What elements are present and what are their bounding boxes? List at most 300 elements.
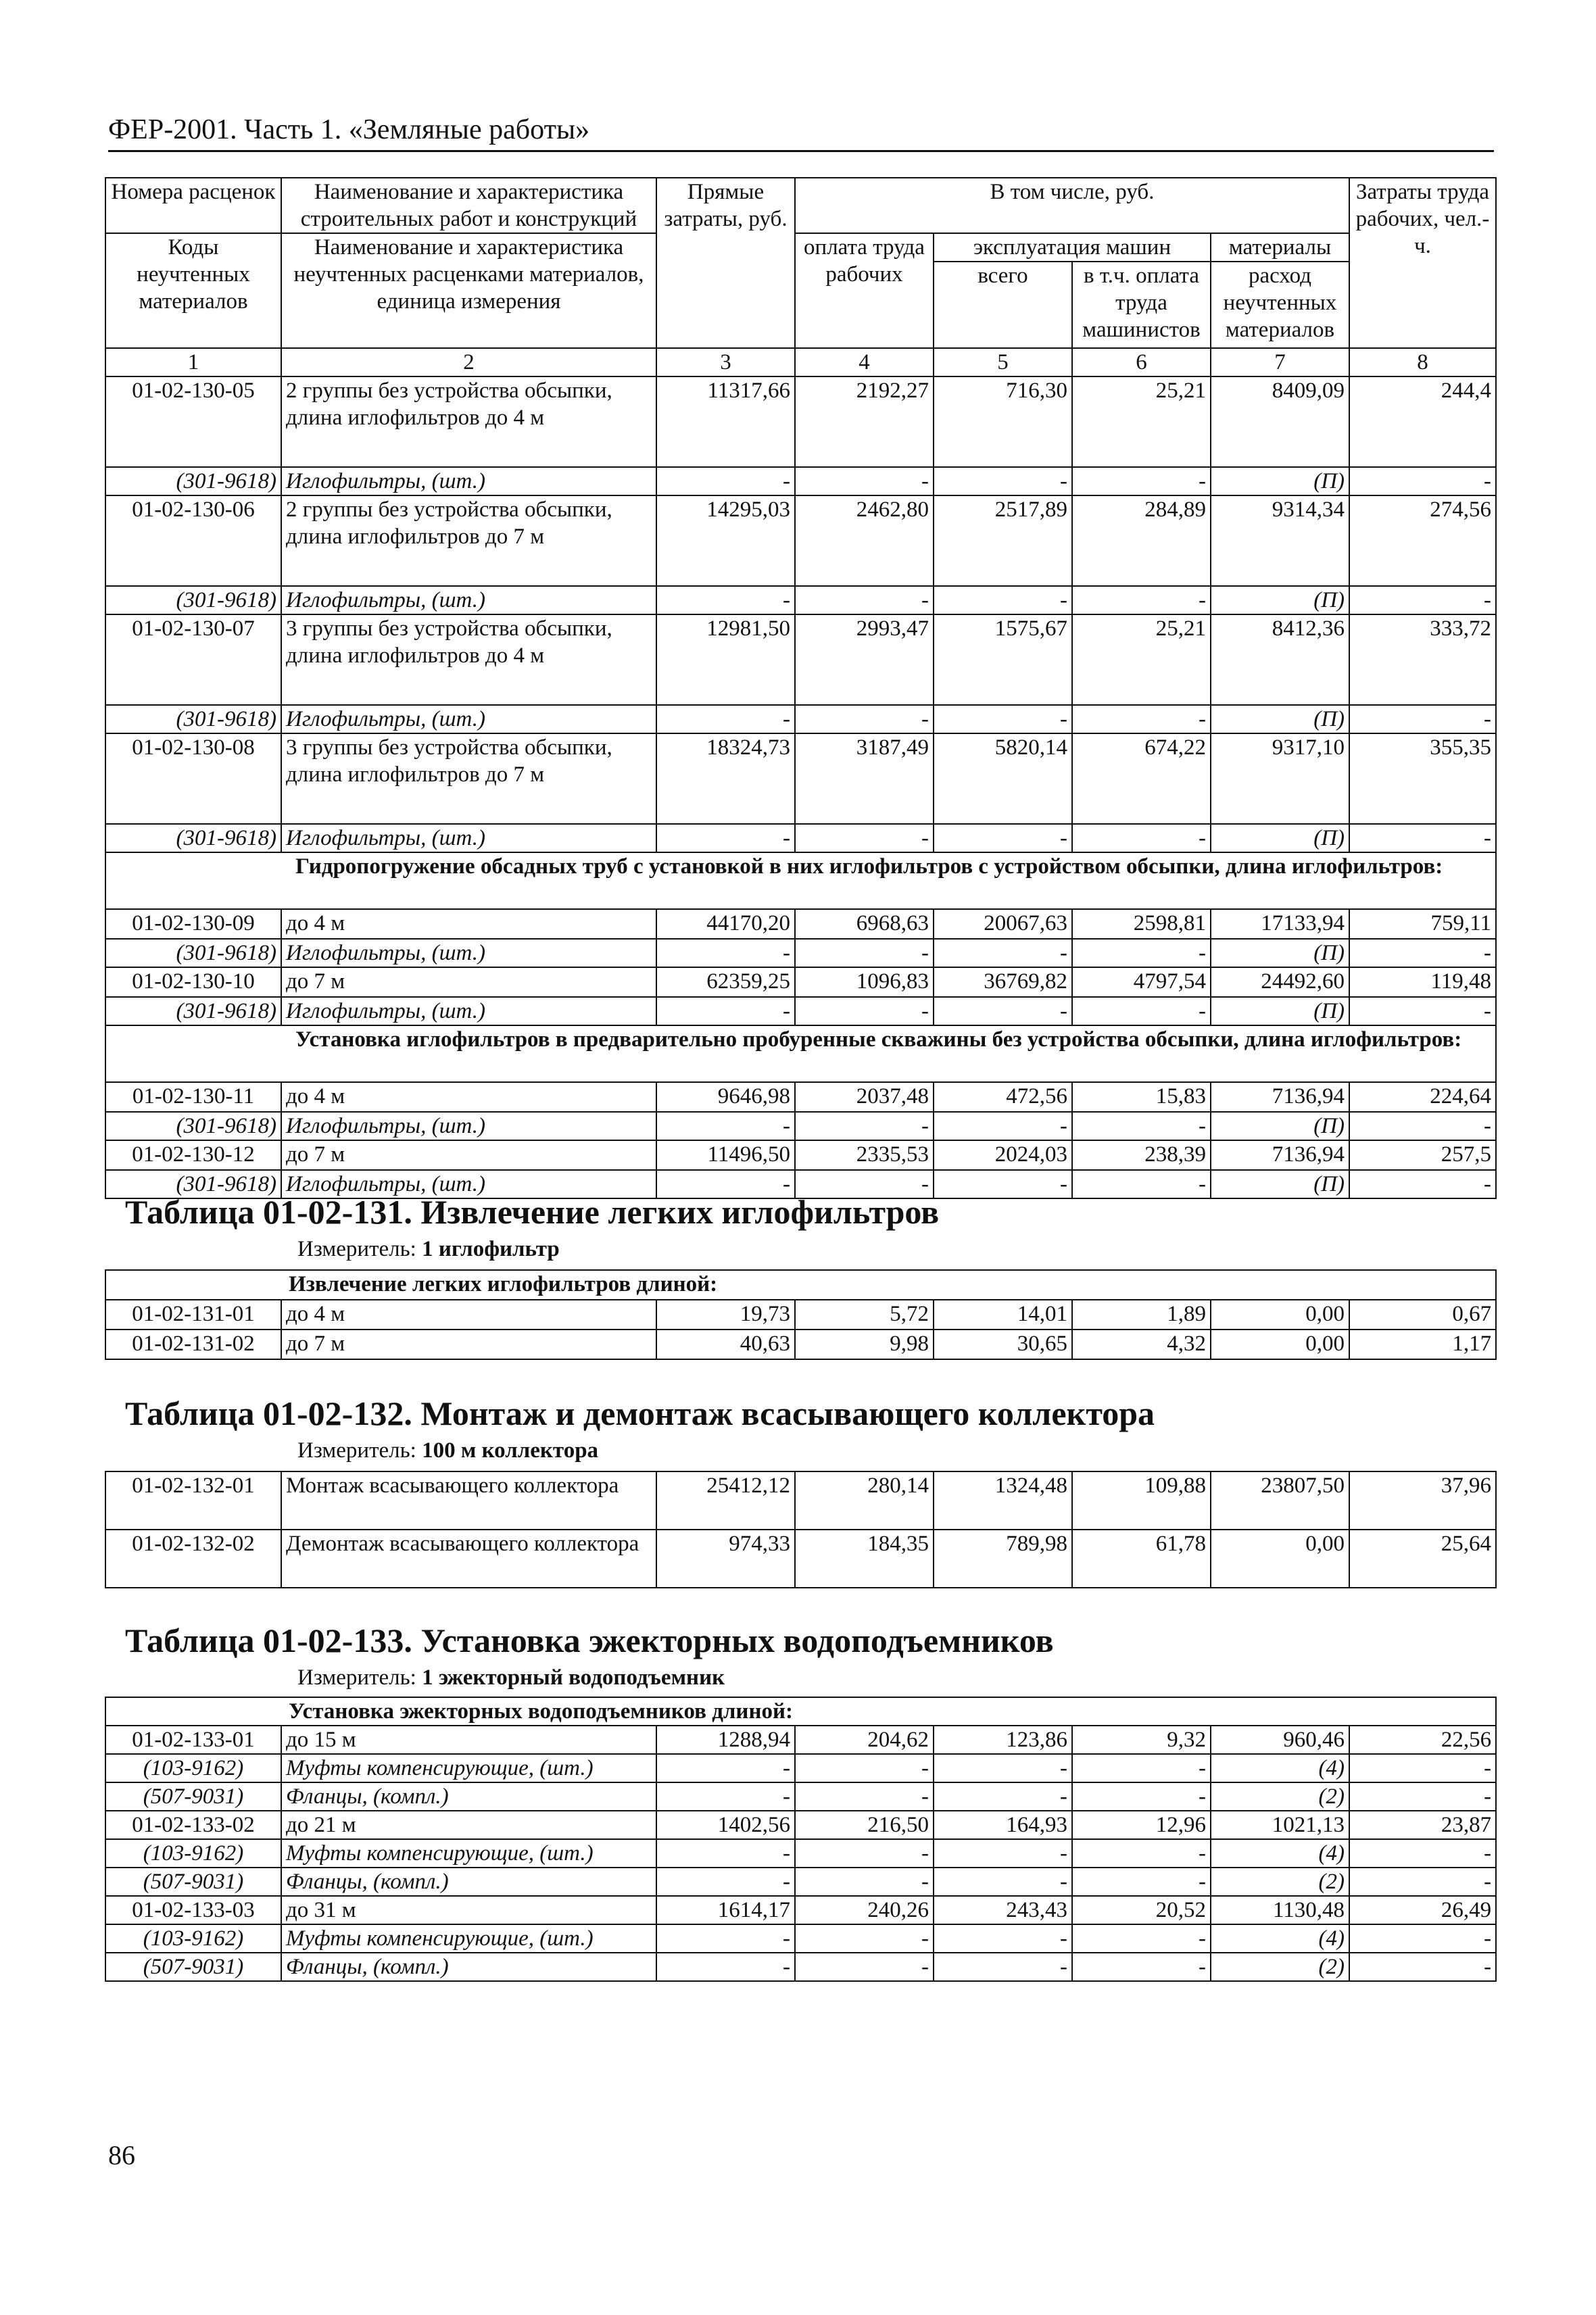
group-heading: Установка иглофильтров в предварительно пробуренные скважины без устройства обсыпки, длина иглофильтров: [105,1025,1496,1082]
cell: 974,33 [656,1530,795,1588]
cell: - [934,1782,1072,1811]
work-name: 3 группы без устройства обсыпки, длина иглофильтров до 7 м [281,733,656,824]
cell: - [1072,467,1211,495]
cell: - [934,824,1072,852]
cell: 14295,03 [656,495,795,586]
material-row [105,824,1496,852]
rate-code: 01-02-130-07 [105,614,281,705]
cell: 2192,27 [795,376,934,467]
cell: - [795,997,934,1025]
cell: 4,32 [1072,1330,1211,1359]
cell: (П) [1211,705,1349,733]
cell: - [1349,1112,1496,1140]
cell: 18324,73 [656,733,795,824]
cell: 8412,36 [1211,614,1349,705]
cell: 17133,94 [1211,909,1349,939]
measure-label: Измеритель: [297,1665,416,1690]
cell: 1,17 [1349,1330,1496,1359]
hdr-direct-costs: Прямые затраты, руб. [656,178,795,348]
material-name: Иглофильтры, (шт.) [281,997,656,1025]
hdr-col2b: Наименование и характеристика неучтенных расценками материалов, единица измерения [281,233,656,348]
cell: - [934,705,1072,733]
table-row [105,1896,1496,1924]
cell: 7136,94 [1211,1140,1349,1170]
cell: - [656,586,795,614]
cell: 274,56 [1349,495,1496,586]
table-01-02-132 [105,1471,1497,1588]
cell: (4) [1211,1924,1349,1953]
cell: 240,26 [795,1896,934,1924]
rate-code: 01-02-132-01 [105,1471,281,1530]
cell: - [1349,586,1496,614]
cell: - [1349,1924,1496,1953]
material-code: (301-9618) [105,586,281,614]
cell: 30,65 [934,1330,1072,1359]
group-heading: Извлечение легких иглофильтров длиной: [105,1270,1496,1300]
cell: 4797,54 [1072,967,1211,997]
cell: - [656,1170,795,1198]
cell: - [1072,1953,1211,1981]
cell: - [656,467,795,495]
work-name: до 21 м [281,1811,656,1839]
cell: 20,52 [1072,1896,1211,1924]
rate-code: 01-02-130-08 [105,733,281,824]
material-name: Фланцы, (компл.) [281,1782,656,1811]
cell: - [656,824,795,852]
table-row [105,1471,1496,1530]
cell: 12981,50 [656,614,795,705]
cell: 960,46 [1211,1726,1349,1754]
measure-value: 100 м коллектора [422,1438,599,1463]
col-num: 6 [1072,348,1211,376]
measure-value: 1 иглофильтр [422,1237,560,1261]
cell: - [934,1170,1072,1198]
cell: - [1072,1782,1211,1811]
cell: - [795,1170,934,1198]
hdr-wage: оплата труда рабочих [795,233,934,348]
cell: - [1072,1839,1211,1868]
measure-line [297,1438,598,1463]
table-title: Таблица 01-02-131. Извлечение легких иглофильтров [125,1193,940,1231]
cell: (2) [1211,1782,1349,1811]
material-row [105,467,1496,495]
cell: - [1072,1170,1211,1198]
cell: - [1349,939,1496,967]
hdr-col2a: Наименование и характеристика строительных работ и конструкций [281,178,656,233]
material-row [105,1839,1496,1868]
cell: 119,48 [1349,967,1496,997]
cell: - [1349,1170,1496,1198]
material-code: (301-9618) [105,1112,281,1140]
material-name: Иглофильтры, (шт.) [281,705,656,733]
hdr-col1a: Номера расценок [105,178,281,233]
cell: - [795,939,934,967]
cell: - [934,586,1072,614]
cell: - [1072,939,1211,967]
cell: - [656,939,795,967]
table-row [105,1082,1496,1112]
cell: - [656,1924,795,1953]
hdr-machines: эксплуатация машин [934,233,1211,262]
col-num: 4 [795,348,934,376]
cell: 11317,66 [656,376,795,467]
col-num: 2 [281,348,656,376]
material-code: (507-9031) [105,1953,281,1981]
material-row [105,1112,1496,1140]
cell: 9314,34 [1211,495,1349,586]
cell: (П) [1211,997,1349,1025]
cell: - [795,467,934,495]
work-name: 3 группы без устройства обсыпки, длина иглофильтров до 4 м [281,614,656,705]
work-name: до 7 м [281,1330,656,1359]
cell: - [934,467,1072,495]
material-row [105,586,1496,614]
cell: - [795,1868,934,1896]
cell: - [656,1754,795,1782]
cell: - [656,997,795,1025]
material-code: (301-9618) [105,705,281,733]
cell: 123,86 [934,1726,1072,1754]
cell: 15,83 [1072,1082,1211,1112]
table-row [105,1300,1496,1330]
cell: 37,96 [1349,1471,1496,1530]
cell: 2993,47 [795,614,934,705]
table-01-02-131 [105,1269,1497,1360]
cell: - [1349,705,1496,733]
rate-code: 01-02-130-11 [105,1082,281,1112]
cell: 280,14 [795,1471,934,1530]
material-name: Фланцы, (компл.) [281,1953,656,1981]
cell: 224,64 [1349,1082,1496,1112]
cell: - [795,1782,934,1811]
cell: 25,21 [1072,376,1211,467]
rate-code: 01-02-131-01 [105,1300,281,1330]
header-rule [108,150,1494,152]
hdr-group: В том числе, руб. [795,178,1349,233]
col-num: 1 [105,348,281,376]
table-title: Таблица 01-02-132. Монтаж и демонтаж всасывающего коллектора [125,1394,1155,1432]
cell: - [656,1953,795,1981]
cell: (2) [1211,1953,1349,1981]
hdr-materials: материалы [1211,233,1349,262]
rate-code: 01-02-130-05 [105,376,281,467]
hdr-labor: Затраты труда рабочих, чел.-ч. [1349,178,1496,348]
cell: - [656,1112,795,1140]
material-name: Муфты компенсирующие, (шт.) [281,1924,656,1953]
cell: 2024,03 [934,1140,1072,1170]
cell: 44170,20 [656,909,795,939]
material-code: (301-9618) [105,1170,281,1198]
cell: 3187,49 [795,733,934,824]
cell: 1324,48 [934,1471,1072,1530]
table-01-02-130 [105,177,1497,1199]
cell: - [934,997,1072,1025]
material-name: Муфты компенсирующие, (шт.) [281,1839,656,1868]
cell: - [1349,824,1496,852]
cell: 8409,09 [1211,376,1349,467]
table-row [105,1330,1496,1359]
material-name: Иглофильтры, (шт.) [281,1112,656,1140]
rate-code: 01-02-130-10 [105,967,281,997]
running-header: ФЕР-2001. Часть 1. «Земляные работы» [108,114,590,145]
cell: - [1349,1953,1496,1981]
cell: 40,63 [656,1330,795,1359]
cell: 109,88 [1072,1471,1211,1530]
cell: - [1072,705,1211,733]
rate-code: 01-02-130-06 [105,495,281,586]
cell: 19,73 [656,1300,795,1330]
cell: - [795,705,934,733]
table-row [105,1726,1496,1754]
material-name: Иглофильтры, (шт.) [281,1170,656,1198]
hdr-total: всего [934,262,1072,348]
cell: 184,35 [795,1530,934,1588]
cell: 20067,63 [934,909,1072,939]
work-name: Монтаж всасывающего коллектора [281,1471,656,1530]
cell: - [795,1112,934,1140]
work-name: до 31 м [281,1896,656,1924]
cell: 789,98 [934,1530,1072,1588]
table-row [105,1140,1496,1170]
cell: (П) [1211,1112,1349,1140]
cell: 25,64 [1349,1530,1496,1588]
cell: 284,89 [1072,495,1211,586]
cell: 674,22 [1072,733,1211,824]
table-title: Таблица 01-02-133. Установка эжекторных водоподъемников [125,1622,1054,1659]
cell: - [1349,997,1496,1025]
cell: (П) [1211,467,1349,495]
cell: 23807,50 [1211,1471,1349,1530]
cell: 1096,83 [795,967,934,997]
group-heading: Установка эжекторных водоподъемников длиной: [105,1697,1496,1726]
cell: 23,87 [1349,1811,1496,1839]
measure-label: Измеритель: [297,1237,416,1261]
cell: - [1072,997,1211,1025]
cell: - [656,1782,795,1811]
cell: 9317,10 [1211,733,1349,824]
cell: - [934,939,1072,967]
cell: 2598,81 [1072,909,1211,939]
cell: 26,49 [1349,1896,1496,1924]
cell: - [1072,586,1211,614]
table-01-02-133 [105,1697,1497,1982]
cell: 25412,12 [656,1471,795,1530]
measure-line [297,1665,725,1690]
cell: 355,35 [1349,733,1496,824]
rate-code: 01-02-131-02 [105,1330,281,1359]
cell: - [1072,1112,1211,1140]
cell: 0,00 [1211,1330,1349,1359]
rate-code: 01-02-130-09 [105,909,281,939]
cell: (4) [1211,1839,1349,1868]
cell: - [795,1953,934,1981]
cell: (П) [1211,1170,1349,1198]
material-code: (301-9618) [105,467,281,495]
cell: - [1072,824,1211,852]
cell: (П) [1211,824,1349,852]
cell: - [1072,1754,1211,1782]
material-code: (103-9162) [105,1839,281,1868]
page-number: 86 [108,2140,135,2170]
cell: - [1072,1868,1211,1896]
hdr-incl: в т.ч. оплата труда машинистов [1072,262,1211,348]
work-name: до 4 м [281,909,656,939]
cell: 1130,48 [1211,1896,1349,1924]
rate-code: 01-02-130-12 [105,1140,281,1170]
rate-code: 01-02-133-03 [105,1896,281,1924]
material-row [105,705,1496,733]
material-name: Муфты компенсирующие, (шт.) [281,1754,656,1782]
cell: 24492,60 [1211,967,1349,997]
work-name: 2 группы без устройства обсыпки, длина иглофильтров до 4 м [281,376,656,467]
cell: 14,01 [934,1300,1072,1330]
work-name: до 7 м [281,1140,656,1170]
work-name: до 15 м [281,1726,656,1754]
material-name: Иглофильтры, (шт.) [281,939,656,967]
table-row [105,1811,1496,1839]
material-name: Иглофильтры, (шт.) [281,586,656,614]
work-name: Демонтаж всасывающего коллектора [281,1530,656,1588]
hdr-col1b: Коды неучтенных материалов [105,233,281,348]
table-row [105,967,1496,997]
measure-line [297,1237,560,1262]
table-row [105,909,1496,939]
material-code: (301-9618) [105,824,281,852]
material-code: (103-9162) [105,1924,281,1953]
cell: 2517,89 [934,495,1072,586]
table-row [105,376,1496,467]
cell: - [795,1924,934,1953]
cell: 1575,67 [934,614,1072,705]
cell: - [795,1754,934,1782]
table-row [105,1530,1496,1588]
measure-value: 1 эжекторный водоподъемник [422,1665,725,1690]
table-row [105,495,1496,586]
cell: (4) [1211,1754,1349,1782]
cell: 0,67 [1349,1300,1496,1330]
material-row [105,1868,1496,1896]
cell: 204,62 [795,1726,934,1754]
cell: 1614,17 [656,1896,795,1924]
work-name: до 7 м [281,967,656,997]
cell: 238,39 [1072,1140,1211,1170]
cell: 716,30 [934,376,1072,467]
cell: 243,43 [934,1896,1072,1924]
cell: - [934,1839,1072,1868]
cell: - [934,1754,1072,1782]
cell: 472,56 [934,1082,1072,1112]
cell: 333,72 [1349,614,1496,705]
cell: 6968,63 [795,909,934,939]
cell: - [1349,1754,1496,1782]
cell: 12,96 [1072,1811,1211,1839]
cell: - [934,1868,1072,1896]
cell: - [656,705,795,733]
cell: - [934,1953,1072,1981]
cell: - [656,1839,795,1868]
cell: 2462,80 [795,495,934,586]
cell: (2) [1211,1868,1349,1896]
cell: 25,21 [1072,614,1211,705]
cell: 0,00 [1211,1300,1349,1330]
cell: 0,00 [1211,1530,1349,1588]
group-heading: Гидропогружение обсадных труб с установкой в них иглофильтров с устройством обсыпки, длина иглофильтров: [105,852,1496,909]
cell: 7136,94 [1211,1082,1349,1112]
cell: - [1349,1839,1496,1868]
material-row [105,997,1496,1025]
cell: - [795,1839,934,1868]
cell: - [934,1112,1072,1140]
table-row [105,733,1496,824]
col-num: 3 [656,348,795,376]
measure-label: Измеритель: [297,1438,416,1463]
rate-code: 01-02-133-01 [105,1726,281,1754]
work-name: до 4 м [281,1082,656,1112]
material-code: (103-9162) [105,1754,281,1782]
material-row [105,939,1496,967]
material-row [105,1953,1496,1981]
cell: 1,89 [1072,1300,1211,1330]
cell: 1021,13 [1211,1811,1349,1839]
table-row [105,614,1496,705]
cell: 22,56 [1349,1726,1496,1754]
cell: 5820,14 [934,733,1072,824]
cell: - [795,824,934,852]
cell: 11496,50 [656,1140,795,1170]
cell: - [1349,467,1496,495]
cell: 36769,82 [934,967,1072,997]
material-name: Фланцы, (компл.) [281,1868,656,1896]
material-name: Иглофильтры, (шт.) [281,467,656,495]
work-name: 2 группы без устройства обсыпки, длина иглофильтров до 7 м [281,495,656,586]
cell: 1402,56 [656,1811,795,1839]
cell: - [1349,1868,1496,1896]
material-row [105,1782,1496,1811]
cell: - [934,1924,1072,1953]
cell: 2037,48 [795,1082,934,1112]
cell: 5,72 [795,1300,934,1330]
cell: 216,50 [795,1811,934,1839]
material-code: (507-9031) [105,1868,281,1896]
cell: 244,4 [1349,376,1496,467]
rate-code: 01-02-133-02 [105,1811,281,1839]
cell: 1288,94 [656,1726,795,1754]
material-row [105,1924,1496,1953]
work-name: до 4 м [281,1300,656,1330]
cell: - [795,586,934,614]
cell: - [656,1868,795,1896]
material-name: Иглофильтры, (шт.) [281,824,656,852]
cell: 9,98 [795,1330,934,1359]
col-num: 8 [1349,348,1496,376]
cell: (П) [1211,586,1349,614]
material-code: (507-9031) [105,1782,281,1811]
hdr-mat-cost: расход неучтенных материалов [1211,262,1349,348]
cell: 759,11 [1349,909,1496,939]
col-num: 7 [1211,348,1349,376]
cell: - [1349,1782,1496,1811]
material-row [105,1754,1496,1782]
cell: 257,5 [1349,1140,1496,1170]
material-code: (301-9618) [105,997,281,1025]
rate-code: 01-02-132-02 [105,1530,281,1588]
cell: 2335,53 [795,1140,934,1170]
cell: 61,78 [1072,1530,1211,1588]
cell: 62359,25 [656,967,795,997]
cell: 164,93 [934,1811,1072,1839]
cell: (П) [1211,939,1349,967]
material-code: (301-9618) [105,939,281,967]
